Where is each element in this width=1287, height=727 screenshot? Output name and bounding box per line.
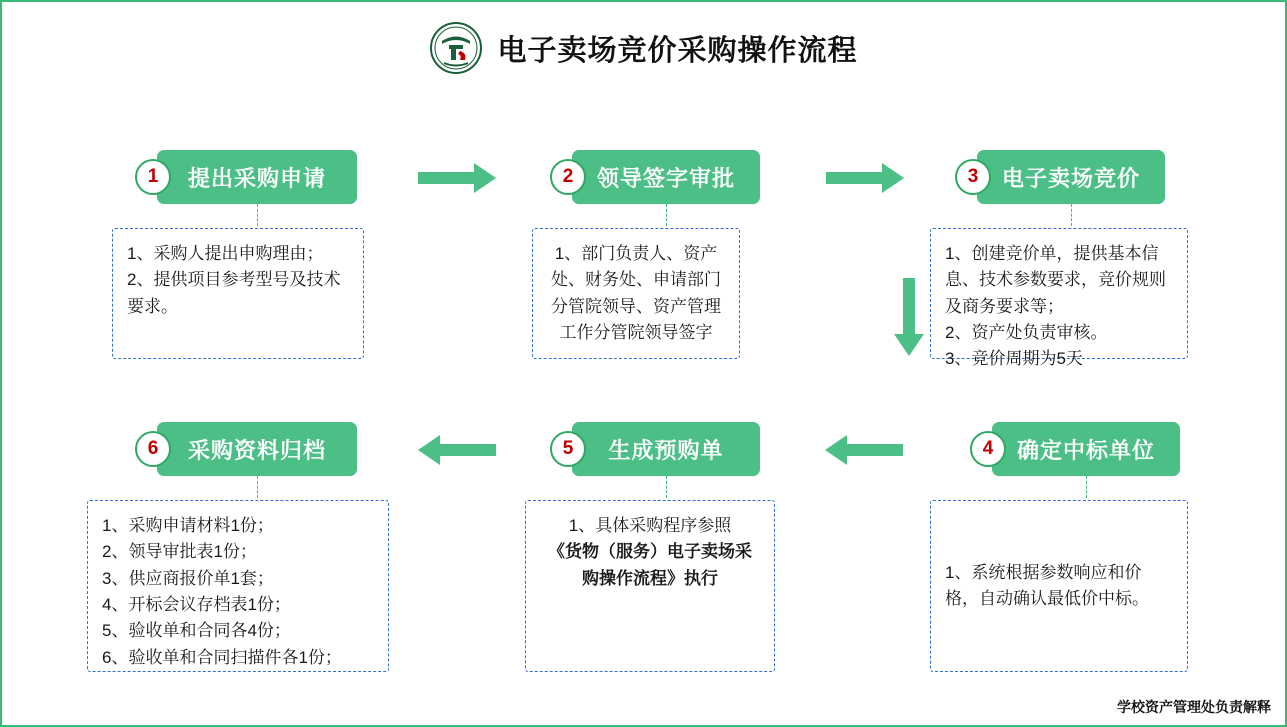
- step-3-connector: [1071, 204, 1072, 226]
- step-3-number: 3: [955, 159, 991, 195]
- university-emblem-icon: [429, 21, 483, 75]
- step-4-header: [982, 422, 1180, 476]
- step-6-note-line-2: 2、领导审批表1份；: [102, 542, 257, 562]
- step-5-note-line-1: 1、具体采购程序参照: [568, 516, 732, 535]
- step-4: [982, 422, 1180, 476]
- step-6-note: [87, 500, 389, 672]
- step-5-label[interactable]: 生成预购单: [572, 422, 760, 476]
- footer-note: 学校资产管理处负责解释: [1117, 699, 1271, 715]
- step-1-header: [147, 150, 357, 204]
- step-1-label[interactable]: 提出采购申请: [157, 150, 357, 204]
- step-3-note-line-3: 3、竞价周期为5天: [945, 349, 1083, 369]
- step-1-note-line-2: 2、提供项目参考型号及技术要求。: [127, 270, 341, 316]
- step-5-number: 5: [550, 431, 586, 467]
- step-4-note-line-1: 1、系统根据参数响应和价格，自动确认最低价中标。: [945, 562, 1149, 608]
- step-6: [147, 422, 357, 476]
- step-6-label[interactable]: 采购资料归档: [157, 422, 357, 476]
- step-2-label[interactable]: 领导签字审批: [572, 150, 760, 204]
- arrow-step2-to-step3: [826, 172, 882, 184]
- step-6-number: 6: [135, 431, 171, 467]
- step-2-header: [562, 150, 760, 204]
- arrow-step1-to-step2: [418, 172, 474, 184]
- step-3-note-line-2: 2、资产处负责审核。: [945, 323, 1108, 343]
- step-3: [967, 150, 1165, 204]
- step-2-connector: [666, 204, 667, 226]
- arrow-step4-to-step5: [847, 444, 903, 456]
- step-6-connector: [257, 476, 258, 498]
- step-3-header: [967, 150, 1165, 204]
- step-2-note-line-1: 1、部门负责人、资产处、财务处、申请部门分管院领导、资产管理工作分管院领导签字: [551, 244, 721, 343]
- step-1: [147, 150, 357, 204]
- step-4-note: [930, 500, 1188, 672]
- step-1-note: [112, 228, 364, 359]
- step-5-note-line-2: 《货物（服务）电子卖场采购操作流程》执行: [548, 542, 752, 588]
- arrow-step5-to-step6: [440, 444, 496, 456]
- step-1-note-line-1: 1、采购人提出申购理由；: [127, 244, 324, 263]
- step-5-note: [525, 500, 775, 672]
- step-1-connector: [257, 204, 258, 226]
- step-6-note-line-1: 1、采购申请材料1份；: [102, 516, 274, 535]
- step-3-note: [930, 228, 1188, 369]
- step-5: [562, 422, 760, 476]
- step-6-note-line-4: 4、开标会议存档表1份；: [102, 595, 291, 615]
- step-6-note-line-3: 3、供应商报价单1套；: [102, 568, 274, 588]
- step-6-header: [147, 422, 357, 476]
- step-6-note-line-6: 6、验收单和合同扫描件各1份；: [102, 647, 342, 667]
- step-5-header: [562, 422, 760, 476]
- step-2: [562, 150, 760, 204]
- step-1-number: 1: [135, 159, 171, 195]
- step-6-note-line-5: 5、验收单和合同各4份；: [102, 621, 291, 641]
- step-4-connector: [1086, 476, 1087, 498]
- page-header: [2, 16, 1285, 80]
- step-5-connector: [666, 476, 667, 498]
- step-3-label[interactable]: 电子卖场竞价: [977, 150, 1165, 204]
- step-3-note-line-1: 1、创建竞价单，提供基本信息、技术参数要求，竞价规则及商务要求等；: [945, 244, 1166, 316]
- arrow-step3-to-step4: [903, 278, 915, 334]
- step-4-label[interactable]: 确定中标单位: [992, 422, 1180, 476]
- step-2-note: [532, 228, 740, 359]
- step-2-number: 2: [550, 159, 586, 195]
- page-title: 电子卖场竞价采购操作流程: [497, 34, 858, 67]
- step-4-number: 4: [970, 431, 1006, 467]
